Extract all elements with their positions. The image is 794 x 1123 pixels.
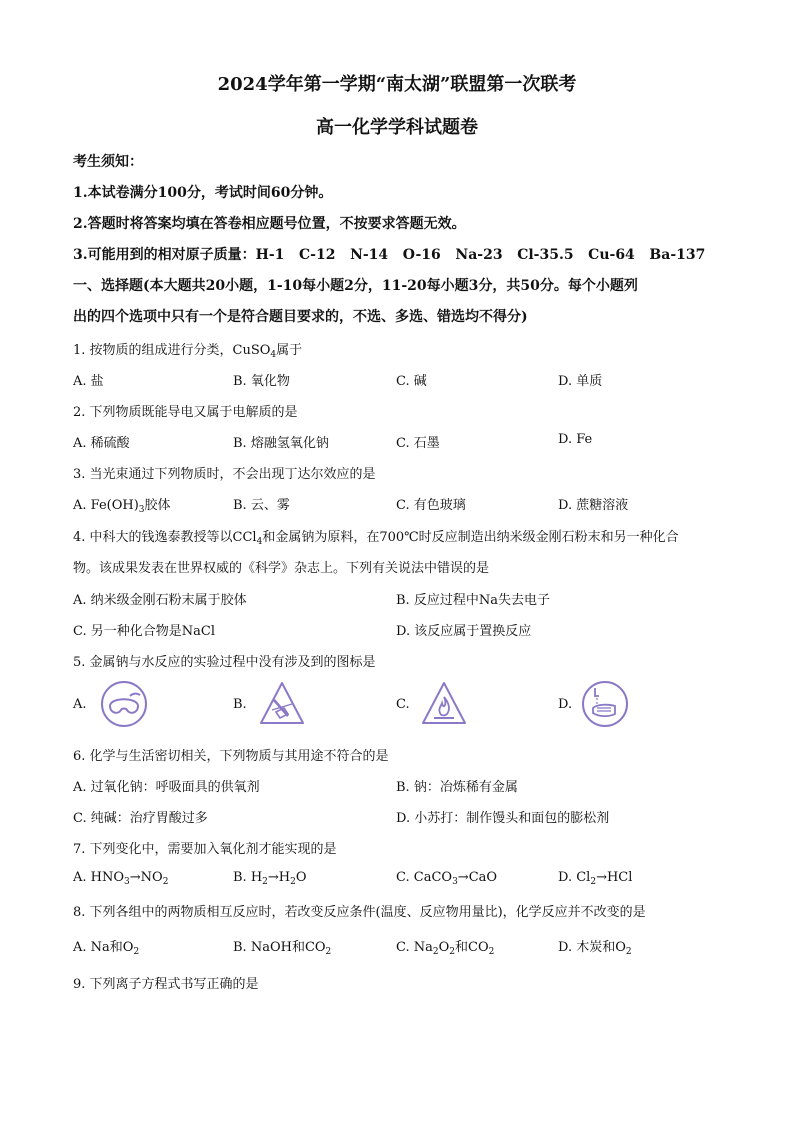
question-4-option-c: C. 另一种化合物是NaCl	[73, 624, 215, 639]
question-1-option-d: D. 单质	[558, 374, 603, 389]
question-6-option-d: D. 小苏打：制作馒头和面包的膨松剂	[396, 811, 610, 826]
goggles-icon	[100, 680, 148, 728]
question-1-stem: 1. 按物质的组成进行分类，CuSO$_4$属于	[73, 343, 303, 360]
question-4-stem-line-2: 物。该成果发表在世界权威的《科学》杂志上。下列有关说法中错误的是	[73, 561, 490, 576]
question-5-option-d-label: D.	[558, 697, 573, 712]
question-2-option-a: A. 稀硫酸	[73, 436, 130, 451]
section-1-instructions-line-1: 一、选择题(本大题共20小题，1-10每小题2分，11-20每小题3分，共50分。每个小题列	[73, 278, 638, 294]
question-8-option-d: D. 木炭和$O_2$	[558, 940, 632, 957]
question-3-option-b: B. 云、雾	[233, 498, 290, 513]
question-3-stem: 3. 当光束通过下列物质时，不会出现丁达尔效应的是	[73, 467, 376, 482]
question-1-option-c: C. 碱	[396, 374, 427, 389]
question-7-option-b: B. $H_2\to H_2O$	[233, 870, 307, 887]
question-7-option-a: A. $HNO_3\to NO_2$	[73, 870, 169, 887]
question-7-option-d: D. $Cl_2\to HCl$	[558, 870, 633, 887]
section-1-instructions-line-2: 出的四个选项中只有一个是符合题目要求的，不选、多选、错选均不得分)	[73, 309, 528, 325]
flame-heating-icon	[420, 680, 468, 728]
notice-item-2: 2.答题时将答案均填在答卷相应题号位置，不按要求答题无效。	[73, 216, 466, 232]
question-8-option-a: A. Na和$O_2$	[73, 940, 140, 957]
question-4-option-b: B. 反应过程中Na失去电子	[396, 593, 550, 608]
question-5-stem: 5. 金属钠与水反应的实验过程中没有涉及到的图标是	[73, 655, 376, 670]
question-4-option-d: D. 该反应属于置换反应	[396, 624, 532, 639]
question-5-option-c-label: C.	[396, 697, 410, 712]
question-4-stem-line-1: 4. 中科大的钱逸泰教授等以CCl$_4$和金属钠为原料，在700℃时反应制造出纳米级金刚石粉末和另一种化合	[73, 530, 679, 547]
notice-heading: 考生须知：	[73, 154, 143, 170]
question-6-stem: 6. 化学与生活密切相关，下列物质与其用途不符合的是	[73, 749, 389, 764]
notice-item-1: 1.本试卷满分100分，考试时间60分钟。	[73, 185, 333, 201]
exam-title: 2024学年第一学期“南太湖”联盟第一次联考	[217, 74, 577, 95]
exam-subtitle: 高一化学学科试题卷	[316, 117, 478, 138]
question-6-option-c: C. 纯碱：治疗胃酸过多	[73, 811, 208, 826]
question-4-option-a: A. 纳米级金刚石粉末属于胶体	[73, 593, 247, 608]
question-5-option-a-label: A.	[73, 697, 87, 712]
sharp-object-icon	[258, 680, 306, 728]
question-3-option-c: C. 有色玻璃	[396, 498, 466, 513]
notice-item-3: 3.可能用到的相对原子质量：H-1 C-12 N-14 O-16 Na-23 Cl-35.5 Cu-64 Ba-137	[73, 247, 706, 263]
hand-washing-icon	[581, 680, 629, 728]
question-1-option-b: B. 氧化物	[233, 374, 290, 389]
question-7-stem: 7. 下列变化中，需要加入氧化剂才能实现的是	[73, 842, 337, 857]
question-8-option-b: B. NaOH和$CO_2$	[233, 940, 332, 957]
question-2-option-b: B. 熔融氢氧化钠	[233, 436, 329, 451]
question-5-option-b-label: B.	[233, 697, 247, 712]
question-6-option-b: B. 钠：冶炼稀有金属	[396, 780, 518, 795]
question-2-option-c: C. 石墨	[396, 436, 440, 451]
question-9-stem: 9. 下列离子方程式书写正确的是	[73, 977, 259, 992]
question-2-option-d: D. Fe	[558, 432, 593, 447]
question-7-option-c: C. CaCO$_3$→CaO	[396, 870, 498, 887]
question-6-option-a: A. 过氧化钠：呼吸面具的供氧剂	[73, 780, 260, 795]
question-8-option-c: C. $Na_2O_2$和$CO_2$	[396, 940, 495, 957]
question-2-stem: 2. 下列物质既能导电又属于电解质的是	[73, 405, 298, 420]
question-3-option-d: D. 蔗糖溶液	[558, 498, 629, 513]
question-3-option-a: A. $Fe(OH)_3$胶体	[73, 498, 171, 515]
question-1-option-a: A. 盐	[73, 374, 104, 389]
question-8-stem: 8. 下列各组中的两物质相互反应时，若改变反应条件(温度、反应物用量比)，化学反应并不改变的是	[73, 905, 646, 920]
